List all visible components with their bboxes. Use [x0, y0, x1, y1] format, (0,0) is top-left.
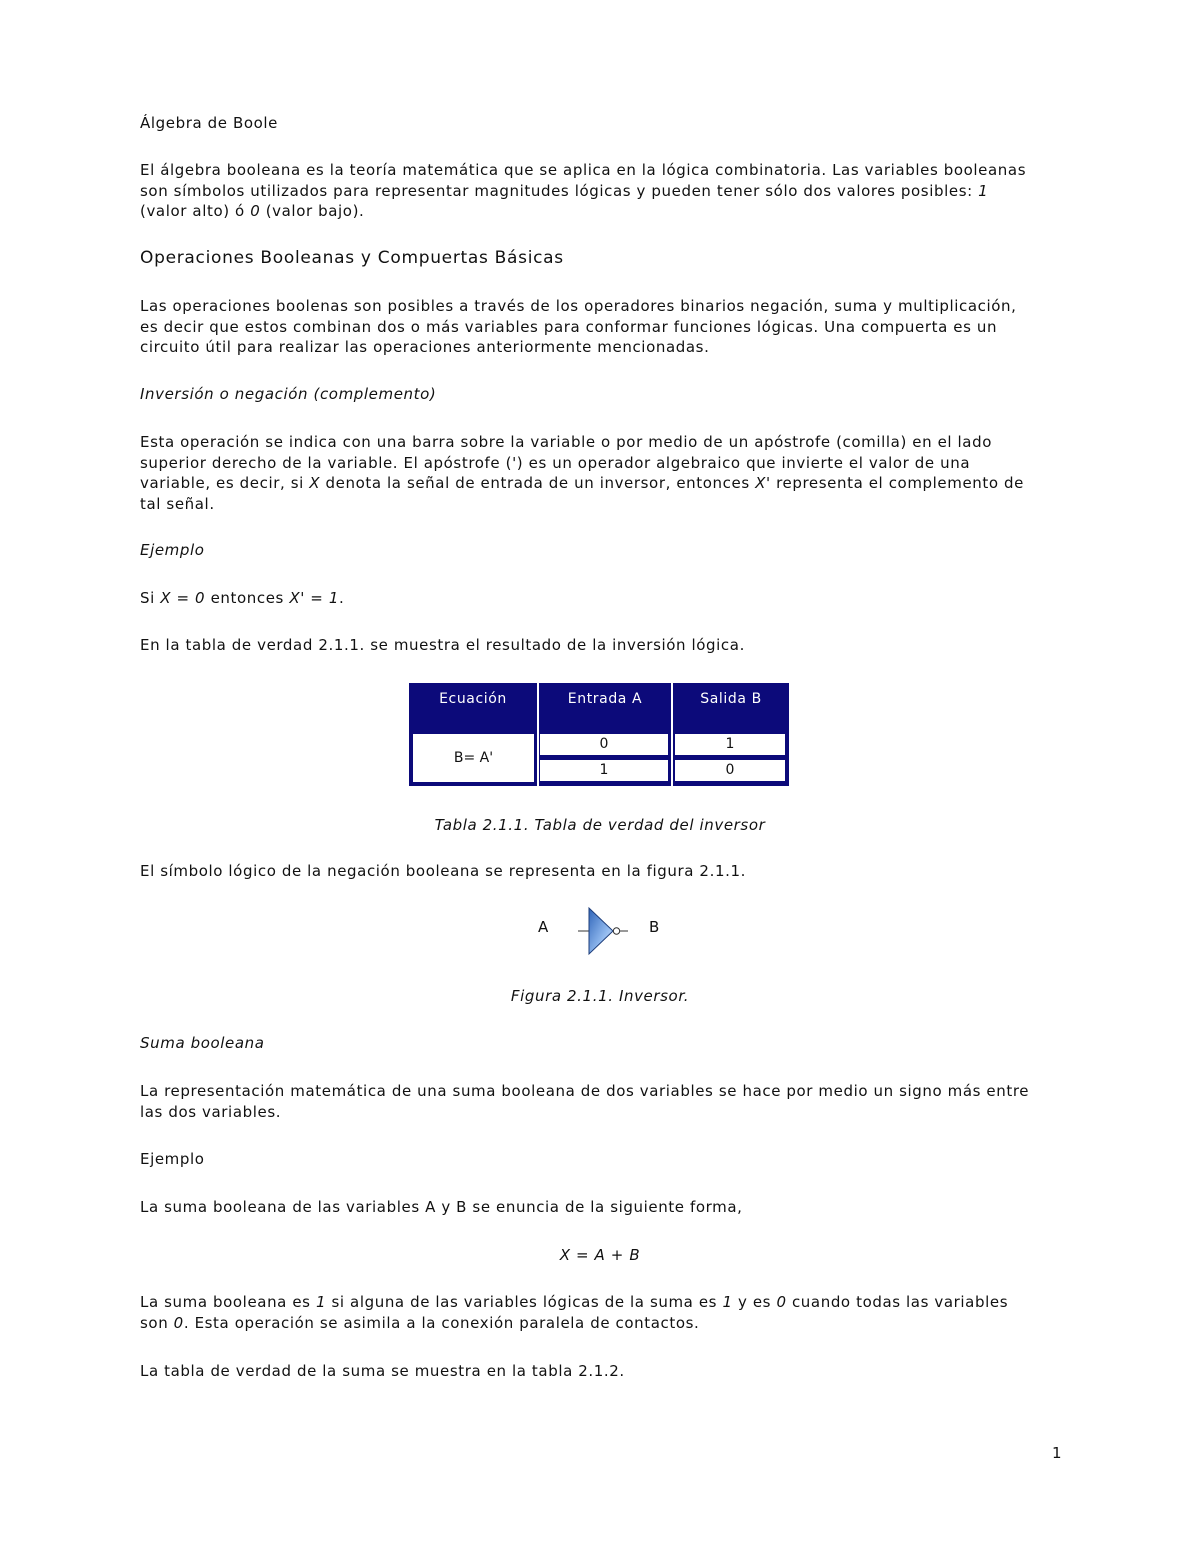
- inversion-example-label: Ejemplo: [140, 541, 205, 559]
- sum-table-reference: La tabla de verdad de la suma se muestra en la tabla 2.1.2.: [140, 1362, 625, 1380]
- table-reference: En la tabla de verdad 2.1.1. se muestra el resultado de la inversión lógica.: [140, 636, 745, 654]
- example-expr-x: X = 0: [160, 589, 206, 607]
- table-header-equation: Ecuación: [439, 691, 507, 707]
- example-text-a: Si: [140, 589, 161, 607]
- truth-table-inverter: [409, 683, 789, 786]
- symbol-reference: El símbolo lógico de la negación booleana se representa en la figura 2.1.1.: [140, 862, 746, 880]
- sum-example-label: Ejemplo: [140, 1150, 205, 1168]
- table-header-output: Salida B: [700, 691, 762, 707]
- intro-line-3a: (valor alto) ó: [140, 202, 251, 220]
- operations-line-1: Las operaciones boolenas son posibles a través de los operadores binarios negación, suma y multiplicación,: [140, 297, 1017, 315]
- sum-paragraph: [140, 1081, 1070, 1122]
- sum-example-text: La suma booleana de las variables A y B se enuncia de la siguiente forma,: [140, 1198, 743, 1216]
- table-divider: [671, 683, 673, 786]
- value-zero: 0: [250, 202, 261, 220]
- inversion-heading: Inversión o negación (complemento): [140, 385, 437, 403]
- section-heading-operations: Operaciones Booleanas y Compuertas Básicas: [140, 248, 564, 268]
- figure-output-label: B: [649, 918, 660, 936]
- sum-result-text: si alguna de las variables lógicas de la suma es: [326, 1293, 723, 1311]
- sum-result-text: y es: [732, 1293, 777, 1311]
- inversion-line-3c: representa el complemento de: [770, 474, 1024, 492]
- inversion-line-3b: denota la señal de entrada de un inversor, entonces: [320, 474, 756, 492]
- intro-paragraph: [140, 160, 1070, 222]
- sum-value: 0: [776, 1293, 787, 1311]
- example-expr-xprime: X' = 1: [289, 589, 339, 607]
- sum-formula: X = A + B: [559, 1246, 641, 1264]
- table-header-input: Entrada A: [567, 691, 643, 707]
- sum-value: 0: [173, 1313, 184, 1332]
- table-cell: 0: [540, 734, 668, 755]
- inversion-example: [140, 588, 1070, 609]
- sum-result-text: son: [140, 1313, 174, 1332]
- inversion-line-1: Esta operación se indica con una barra sobre la variable o por medio de un apóstrofe (comilla) en el lado: [140, 433, 993, 451]
- operations-line-3: circuito útil para realizar las operaciones anteriormente mencionadas.: [140, 338, 710, 356]
- example-text-c: entonces: [205, 589, 290, 607]
- sum-result-text: . Esta operación se asimila a la conexión paralela de contactos.: [183, 1313, 700, 1332]
- page-title: Álgebra de Boole: [140, 114, 278, 132]
- example-text-e: .: [339, 589, 345, 607]
- table-divider: [537, 683, 539, 786]
- sum-result-text: cuando todas las variables: [786, 1293, 1009, 1311]
- table-cell-equation: B= A': [413, 734, 534, 782]
- sum-value: 1: [722, 1293, 733, 1311]
- variable-x-prime: X': [755, 474, 771, 492]
- sum-result-text: La suma booleana es: [140, 1293, 316, 1311]
- value-one: 1: [978, 181, 989, 200]
- page-number: 1: [1052, 1444, 1062, 1462]
- variable-x: X: [309, 474, 321, 492]
- sum-heading: Suma booleana: [140, 1034, 265, 1052]
- inversion-line-4: tal señal.: [140, 494, 215, 513]
- inverter-gate-icon: [574, 903, 634, 959]
- operations-line-2: es decir que estos combinan dos o más variables para conformar funciones lógicas. Una compuerta es un: [140, 317, 998, 336]
- figure-caption: Figura 2.1.1. Inversor.: [510, 987, 690, 1005]
- table-cell: 1: [540, 760, 668, 781]
- table-cell: 1: [675, 734, 785, 755]
- sum-line-2: las dos variables.: [140, 1102, 282, 1121]
- figure-input-label: A: [538, 918, 549, 936]
- inversion-line-3a: variable, es decir, si: [140, 474, 310, 492]
- sum-result-paragraph: [140, 1292, 1070, 1333]
- inversion-paragraph: [140, 432, 1070, 514]
- sum-value: 1: [315, 1293, 327, 1311]
- intro-line-1: El álgebra booleana es la teoría matemática que se aplica en la lógica combinatoria. Las variables booleanas: [140, 161, 1027, 179]
- sum-line-1: La representación matemática de una suma booleana de dos variables se hace por medio un signo más entre: [140, 1082, 1030, 1100]
- operations-paragraph: [140, 296, 1070, 358]
- intro-line-2: son símbolos utilizados para representar magnitudes lógicas y pueden tener sólo dos valores posibles:: [140, 181, 979, 200]
- table-caption: Tabla 2.1.1. Tabla de verdad del inversor: [434, 816, 766, 834]
- inversion-line-2: superior derecho de la variable. El apóstrofe (') es un operador algebraico que invierte el valor de una: [140, 453, 971, 472]
- table-cell: 0: [675, 760, 785, 781]
- intro-line-3b: (valor bajo).: [260, 202, 365, 220]
